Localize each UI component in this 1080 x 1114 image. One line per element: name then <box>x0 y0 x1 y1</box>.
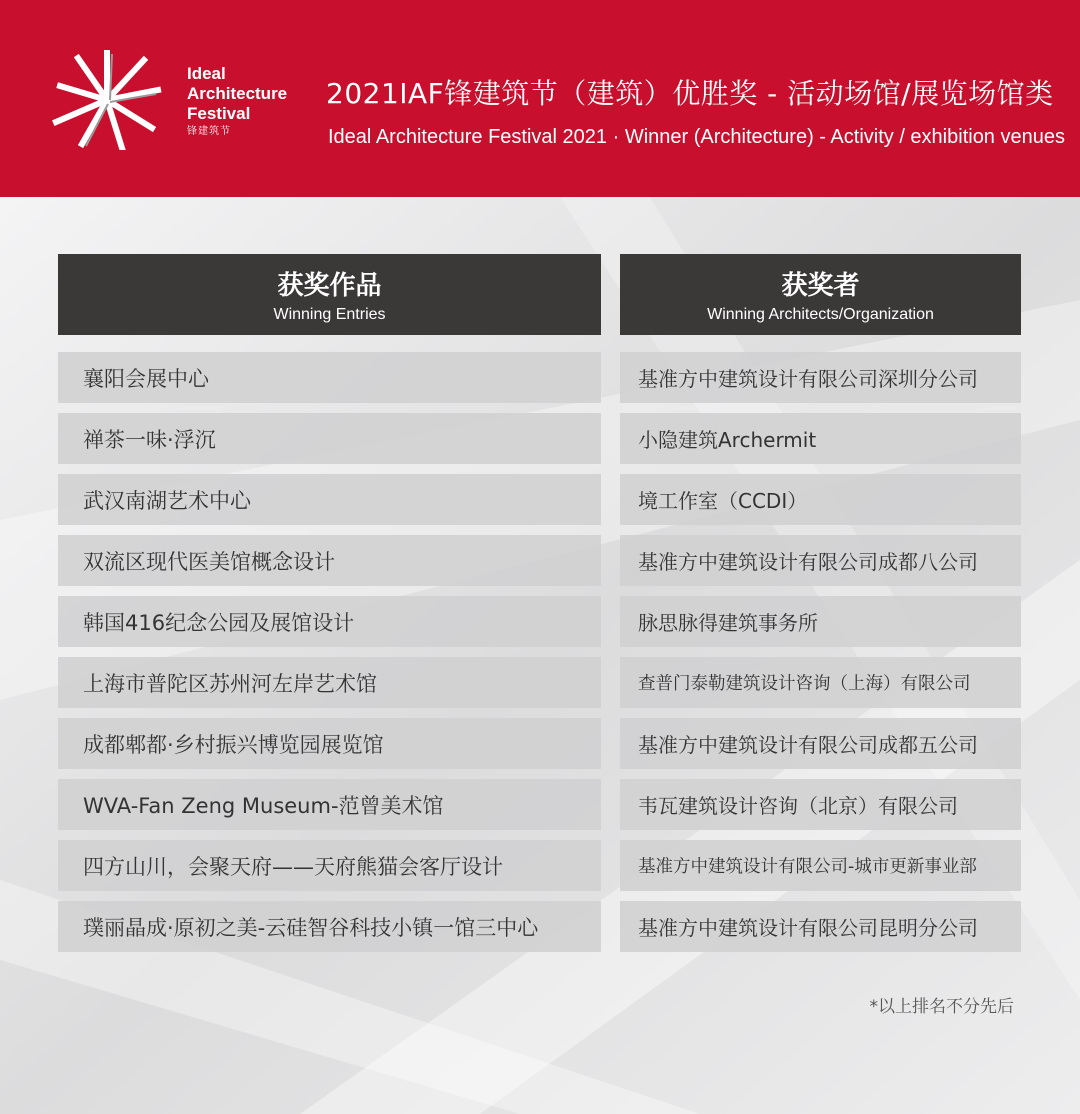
winner-cell: 基准方中建筑设计有限公司昆明分公司 <box>620 901 1021 952</box>
entry-cell: WVA-Fan Zeng Museum-范曾美术馆 <box>58 779 601 830</box>
winner-cell: 基准方中建筑设计有限公司成都八公司 <box>620 535 1021 586</box>
page-title-en: Ideal Architecture Festival 2021 · Winner (Architecture) - Activity / exhibition venues <box>328 126 1065 148</box>
table-row <box>0 718 1080 769</box>
column-header-winners <box>620 254 1021 335</box>
column-header-winners-cn: 获奖者 <box>781 271 860 301</box>
ranking-note: *以上排名不分先后 <box>869 997 1014 1017</box>
entry-cell: 四方山川，会聚天府——天府熊猫会客厅设计 <box>58 840 601 891</box>
logo-line-2: Architecture <box>187 84 288 103</box>
winner-cell: 基准方中建筑设计有限公司成都五公司 <box>620 718 1021 769</box>
winner-cell: 境工作室（CCDI） <box>620 474 1021 525</box>
entry-cell: 禅茶一味·浮沉 <box>58 413 601 464</box>
winner-cell: 基准方中建筑设计有限公司深圳分公司 <box>620 352 1021 403</box>
winner-cell: 韦瓦建筑设计咨询（北京）有限公司 <box>620 779 1021 830</box>
table-row <box>0 413 1080 464</box>
header-banner <box>0 0 1080 197</box>
table-row <box>0 657 1080 708</box>
table-row <box>0 535 1080 586</box>
column-header-entries <box>58 254 601 335</box>
entry-cell: 成都郫都·乡村振兴博览园展览馆 <box>58 718 601 769</box>
table-row <box>0 352 1080 403</box>
entry-cell: 上海市普陀区苏州河左岸艺术馆 <box>58 657 601 708</box>
table-row <box>0 901 1080 952</box>
entry-cell: 韩国416纪念公园及展馆设计 <box>58 596 601 647</box>
logo-cn: 锋建筑节 <box>187 126 231 137</box>
table-row <box>0 596 1080 647</box>
winner-cell: 基准方中建筑设计有限公司-城市更新事业部 <box>620 840 1021 891</box>
page-title-cn: 2021IAF锋建筑节（建筑）优胜奖 - 活动场馆/展览场馆类 <box>326 77 1054 110</box>
table-row <box>0 779 1080 830</box>
logo-line-3: Festival <box>187 104 251 123</box>
column-header-entries-cn: 获奖作品 <box>277 271 382 301</box>
winner-cell: 脉思脉得建筑事务所 <box>620 596 1021 647</box>
entry-cell: 双流区现代医美馆概念设计 <box>58 535 601 586</box>
table-row <box>0 474 1080 525</box>
logo-line-1: Ideal <box>187 64 226 83</box>
entry-cell: 璞丽晶成·原初之美-云硅智谷科技小镇一馆三中心 <box>58 901 601 952</box>
winner-cell: 查普门泰勒建筑设计咨询（上海）有限公司 <box>620 657 1021 708</box>
iaf-logo-icon <box>52 50 162 150</box>
entry-cell: 武汉南湖艺术中心 <box>58 474 601 525</box>
entry-cell: 襄阳会展中心 <box>58 352 601 403</box>
column-header-winners-en: Winning Architects/Organization <box>707 306 934 323</box>
winner-cell: 小隐建筑Archermit <box>620 413 1021 464</box>
table-row <box>0 840 1080 891</box>
logo-text <box>187 64 287 139</box>
column-header-entries-en: Winning Entries <box>273 306 386 323</box>
